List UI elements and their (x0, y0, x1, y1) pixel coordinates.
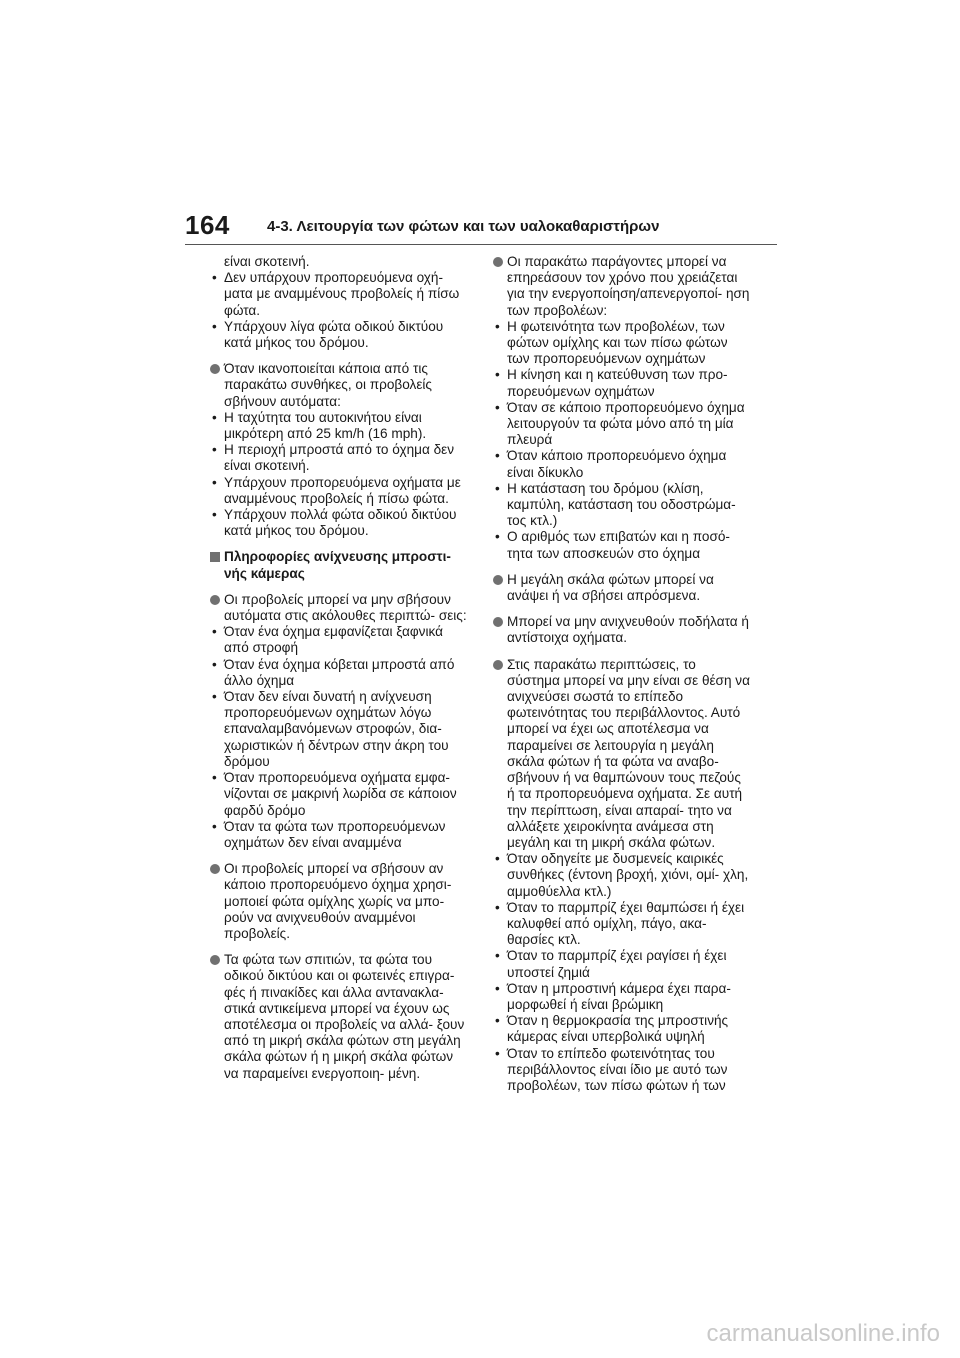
bullet-circle-icon (210, 864, 220, 874)
paragraph-block (210, 361, 468, 539)
paragraph-block (210, 952, 468, 1082)
page-number: 164 (185, 210, 230, 240)
right-column (493, 254, 751, 1094)
paragraph-text: Στις παρακάτω περιπτώσεις, το σύστημα μπορεί να μην είναι σε θέση να ανιχνεύσει σωστά το επίπεδο φωτεινότητας του περιβάλλοντος. Αυτό μπορεί να έχει ως αποτέλεσμα να παραμείνει σε λειτουργία η μεγάλη σκάλα φώτων ή τα φώτα να αναβο- σβήνουν ή να θαμπώνουν τους πεζούς ή τα προπορευόμενα οχήματα. Σε αυτή την περίπτωση, είναι απαραί- τητο να αλλάξετε χειροκίνητα ανάμεσα στη μεγάλη και τη μικρή σκάλα φώτων. (507, 656, 750, 850)
paragraph-text: Οι παρακάτω παράγοντες μπορεί να επηρεάσουν τον χρόνο που χρειάζεται για την ενεργοποίηση/απενεργοποί- ηση των προβολέων: (507, 254, 750, 318)
list-item: • Υπάρχουν προπορευόμενα οχήματα με αναμμένους προβολείς ή πίσω φώτα. (210, 475, 468, 507)
page-header (185, 210, 785, 246)
list-item: • Η κατάσταση του δρόμου (κλίση, καμπύλη, κατάσταση του οδοστρώμα- τος κτλ.) (493, 481, 751, 530)
list-item: • Η ταχύτητα του αυτοκινήτου είναι μικρότερη από 25 km/h (16 mph). (210, 410, 468, 442)
intro-continuation: είναι σκοτεινή. (224, 254, 310, 269)
list-item: • Όταν κάποιο προπορευόμενο όχημα είναι δίκυκλο (493, 448, 751, 480)
paragraph-block (493, 572, 751, 604)
list-item: • Ο αριθμός των επιβατών και η ποσό- τητα των αποσκευών στο όχημα (493, 529, 751, 561)
list-item: • Όταν σε κάποιο προπορευόμενο όχημα λειτουργούν τα φώτα μόνο από τη μία πλευρά (493, 400, 751, 449)
section-title: 4-3. Λειτουργία των φώτων και των υαλοκαθαριστήρων (267, 218, 660, 235)
list-item: • Όταν δεν είναι δυνατή η ανίχνευση προπορευόμενων οχημάτων λόγω επαναλαμβανόμενων στροφών, δια- χωριστικών ή δέντρων στην άκρη του δρόμου (210, 689, 468, 770)
list-item: • Όταν οδηγείτε με δυσμενείς καιρικές συνθήκες (έντονη βροχή, χιόνι, ομί- χλη, αμμοθύελλα κτλ.) (493, 851, 751, 900)
heading-block (210, 549, 468, 581)
paragraph-text: Μπορεί να μην ανιχνευθούν ποδήλατα ή αντίστοιχα οχήματα. (507, 614, 749, 646)
list-item: • Δεν υπάρχουν προπορευόμενα οχή- ματα με αναμμένους προβολείς ή πίσω φώτα. (210, 270, 468, 319)
bullet-circle-icon (210, 955, 220, 965)
paragraph-block (493, 254, 751, 562)
list-item: • Η περιοχή μπροστά από το όχημα δεν είναι σκοτεινή. (210, 442, 468, 474)
list-item: • Υπάρχουν λίγα φώτα οδικού δικτύου κατά μήκος του δρόμου. (210, 319, 468, 351)
heading-square-icon (210, 552, 220, 562)
bullet-circle-icon (210, 595, 220, 605)
bullet-circle-icon (493, 575, 503, 585)
paragraph-text: Η μεγάλη σκάλα φώτων μπορεί να ανάψει ή να σβήσει απρόσμενα. (507, 571, 714, 604)
list-item: • Όταν τα φώτα των προπορευόμενων οχημάτων δεν είναι αναμμένα (210, 819, 468, 851)
list-item: • Όταν το παρμπρίζ έχει θαμπώσει ή έχει καλυφθεί από ομίχλη, πάγο, ακα- θαρσίες κτλ. (493, 900, 751, 949)
paragraph-text: Τα φώτα των σπιτιών, τα φώτα του οδικού δικτύου και οι φωτεινές επιγρα- φές ή πινακίδες και άλλα αντανακλα- στικά αντικείμενα μπορεί να έχουν ως αποτέλεσμα οι προβολείς να αλλά- ξουν από τη μικρή σκάλα φώτων στη μεγάλη σκάλα φώτων ή η μικρή σκάλα φώτων να παραμείνει ενεργοποιη- μένη. (224, 952, 465, 1081)
list-item: • Η κίνηση και η κατεύθυνση των προ- πορευόμενων οχημάτων (493, 367, 751, 399)
bullet-circle-icon (210, 364, 220, 374)
list-item: • Όταν η θερμοκρασία της μπροστινής κάμερας είναι υπερβολικά υψηλή (493, 1013, 751, 1045)
list-item: • Όταν ένα όχημα εμφανίζεται ξαφνικά από στροφή (210, 624, 468, 656)
watermark: carmanualsonline.info (706, 1320, 940, 1347)
list-item: • Όταν το παρμπρίζ έχει ραγίσει ή έχει υποστεί ζημιά (493, 948, 751, 980)
bullet-circle-icon (493, 660, 503, 670)
paragraph-block (210, 861, 468, 942)
paragraph-text: Οι προβολείς μπορεί να σβήσουν αν κάποιο προπορευόμενο όχημα χρησι- μοποιεί φώτα ομίχλης χωρίς να μπο- ρούν να ανιχνευθούν αναμμένοι προβολείς. (224, 861, 452, 941)
paragraph-text: Οι προβολείς μπορεί να μην σβήσουν αυτόματα στις ακόλουθες περιπτώ- σεις: (224, 591, 467, 624)
section-heading: Πληροφορίες ανίχνευσης μπροστι- νής κάμερας (224, 549, 451, 581)
bullet-circle-icon (493, 617, 503, 627)
paragraph-text: Όταν ικανοποιείται κάποια από τις παρακάτω συνθήκες, οι προβολείς σβήνουν αυτόματα: (224, 361, 432, 409)
list-item: • Όταν το επίπεδο φωτεινότητας του περιβάλλοντος είναι ίδιο με αυτό των προβολέων, των πίσω φώτων ή των (493, 1046, 751, 1095)
list-item: • Όταν η μπροστινή κάμερα έχει παρα- μορφωθεί ή είναι βρώμικη (493, 981, 751, 1013)
list-item: • Υπάρχουν πολλά φώτα οδικού δικτύου κατά μήκος του δρόμου. (210, 507, 468, 539)
header-divider (185, 244, 777, 245)
paragraph-block (493, 657, 751, 1094)
paragraph-block (210, 592, 468, 851)
list-item: • Η φωτεινότητα των προβολέων, των φώτων ομίχλης και των πίσω φώτων των προπορευόμενων οχημάτων (493, 319, 751, 368)
list-item: • Όταν ένα όχημα κόβεται μπροστά από άλλο όχημα (210, 657, 468, 689)
paragraph-block (493, 614, 751, 646)
left-column (210, 254, 468, 1082)
intro-block (210, 254, 468, 351)
bullet-circle-icon (493, 257, 503, 267)
list-item: • Όταν προπορευόμενα οχήματα εμφα- νίζονται σε μακρινή λωρίδα σε κάποιον φαρδύ δρόμο (210, 770, 468, 819)
